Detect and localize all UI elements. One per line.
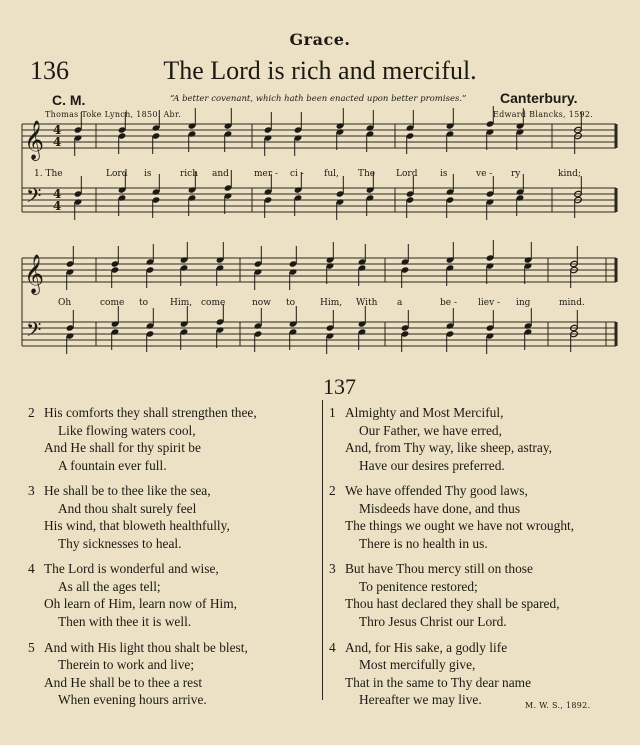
stanza-line — [329, 595, 574, 613]
stanza-text: To penitence restored; — [359, 578, 478, 594]
stanza-number: 4 — [329, 639, 336, 655]
stanza-text: His comforts they shall strengthen thee, — [44, 405, 257, 420]
lyric-syllable: ful, — [324, 169, 339, 179]
stanza-text: Then with thee it is well. — [58, 613, 192, 629]
stanza-text: A fountain ever full. — [58, 457, 167, 473]
lyric-syllable: liev - — [478, 298, 501, 308]
stanza-text: There is no health in us. — [359, 535, 488, 551]
lyric-syllable: 1. The — [34, 169, 63, 179]
stanza-line — [329, 404, 574, 422]
bass-clef-icon: 𝄢 — [26, 184, 42, 212]
stanza-text: But have Thou mercy still on those — [345, 561, 533, 577]
stanza-line — [28, 535, 257, 553]
composer-credit: Edward Blancks, 1592. — [493, 110, 594, 119]
stanza — [329, 639, 574, 709]
stanza-text: And He shall for thy spirit be — [44, 440, 201, 455]
stanza — [28, 560, 257, 630]
notes — [66, 106, 583, 354]
stanza-line — [329, 535, 574, 553]
lyric-syllable: Him, — [170, 298, 193, 308]
lyric-syllable: is — [440, 169, 448, 179]
lyric-syllable: to — [139, 298, 149, 308]
stanza-text: Thro Jesus Christ our Lord. — [359, 613, 507, 629]
stanza-line — [28, 691, 257, 709]
lyric-syllable: come — [100, 298, 125, 308]
staff-lines — [22, 124, 616, 346]
stanza-line — [329, 560, 574, 578]
stanza — [329, 404, 574, 474]
stanza-line — [329, 517, 574, 535]
lyric-syllable: ry — [511, 169, 521, 179]
stanza-text: The things we ought we have not wrought, — [345, 518, 575, 534]
lyric-syllable: ci - — [290, 169, 304, 179]
lyric-syllable: and — [212, 169, 229, 179]
stanza-number: 1 — [329, 405, 336, 420]
meter-label: C. M. — [52, 92, 86, 108]
stanza-line — [329, 422, 574, 440]
stanza-line — [28, 595, 257, 613]
lyric-syllable: kind; — [558, 169, 581, 179]
stanza-line — [28, 639, 257, 657]
stanza-line — [28, 457, 257, 475]
stanza-line — [28, 674, 257, 692]
lyric-syllable: Him, — [320, 298, 343, 308]
stanza-line — [28, 517, 257, 535]
stanza-text: And He shall be to thee a rest — [44, 674, 203, 690]
stanza — [28, 404, 257, 474]
stanza-number: 2 — [28, 405, 35, 420]
stanza-text: And, from Thy way, like sheep, astray, — [345, 440, 553, 455]
stanza-number: 2 — [329, 483, 336, 499]
time-signature: 4 — [53, 187, 62, 201]
lyric-syllable: be - — [440, 298, 457, 308]
signature: M. W. S., 1892. — [525, 701, 591, 710]
stanza — [329, 560, 574, 630]
time-signature: 4 — [53, 199, 62, 213]
stanza-text: As all the ages tell; — [58, 578, 161, 594]
stanza-line — [28, 482, 257, 500]
hymn-title: The Lord is rich and merciful. — [163, 56, 477, 85]
stanza-line — [329, 482, 574, 500]
stanza-text: Most mercifully give, — [359, 657, 476, 673]
stanza-line — [329, 578, 574, 596]
stanza-number: 4 — [28, 561, 35, 577]
stanza-text: And thou shalt surely feel — [58, 500, 197, 516]
lyric-syllable: Lord — [396, 169, 418, 179]
lyric-syllable: come — [201, 298, 226, 308]
stanza-line — [28, 422, 257, 440]
stanza-line — [28, 500, 257, 518]
author-credit: Thomas Toke Lynch, 1850. Abr. — [45, 110, 182, 119]
stanza-text: And, for His sake, a godly life — [345, 639, 508, 655]
stanza-line — [329, 639, 574, 657]
stanza-text: Oh learn of Him, learn now of Him, — [44, 596, 238, 612]
lyric-syllable: mer - — [254, 169, 279, 179]
stanza-line — [329, 613, 574, 631]
stanza-text: Our Father, we have erred, — [359, 422, 502, 438]
lyric-syllable: a — [397, 298, 403, 308]
lyric-syllable: to — [286, 298, 296, 308]
time-signature: 4 — [53, 135, 62, 149]
stanza-line — [329, 439, 574, 457]
stanza-text: Almighty and Most Merciful, — [345, 405, 504, 420]
stanza-line — [28, 578, 257, 596]
lyric-syllable: With — [356, 298, 378, 308]
stanza-line — [329, 674, 574, 692]
stanza — [28, 482, 257, 552]
stanza-text: That in the same to Thy dear name — [345, 674, 532, 690]
stanza-text: Thy sicknesses to heal. — [58, 535, 182, 551]
stanza-line — [28, 656, 257, 674]
stanza-text: Thou hast declared they shall be spared, — [345, 596, 560, 612]
hymn-number-136: 136 — [30, 56, 69, 85]
stanza-number: 5 — [28, 639, 35, 655]
stanza-line — [28, 404, 257, 422]
stanza-text: He shall be to thee like the sea, — [44, 483, 211, 499]
stanza-text: We have offended Thy good laws, — [345, 483, 528, 499]
lyric-syllable: ing — [516, 298, 531, 308]
hymn-number-137: 137 — [323, 374, 356, 399]
stanza-text: Have our desires preferred. — [359, 457, 505, 473]
treble-clef-icon: 𝄞 — [24, 120, 45, 160]
stanza — [28, 639, 257, 709]
bass-clef-icon: 𝄢 — [26, 318, 42, 346]
stanza-text: His wind, that bloweth healthfully, — [44, 518, 230, 534]
time-signature: 4 — [53, 123, 62, 137]
stanza — [329, 482, 574, 552]
music-score — [0, 0, 640, 370]
lyric-syllable: Lord — [106, 169, 128, 179]
stanza-line — [28, 613, 257, 631]
stanza-line — [28, 439, 257, 457]
lyric-syllable: Oh — [58, 298, 72, 308]
left-stanzas — [28, 404, 257, 717]
treble-clef-icon: 𝄞 — [24, 254, 45, 294]
stanza-number: 3 — [28, 483, 35, 499]
stanza-line — [329, 500, 574, 518]
section-heading: Grace. — [289, 30, 351, 49]
stanza-text: The Lord is wonderful and wise, — [44, 561, 219, 577]
stanza-text: Hereafter we may live. — [359, 692, 482, 708]
stanza-number: 3 — [329, 561, 336, 577]
stanza-text: Like flowing waters cool, — [58, 422, 196, 438]
right-stanzas — [329, 404, 574, 717]
column-divider — [322, 400, 323, 700]
lyric-syllable: mind. — [559, 298, 585, 308]
lyric-syllable: is — [144, 169, 152, 179]
scripture-quote: “A better covenant, which hath been enacted upon better promises.” — [170, 94, 467, 104]
stanza-text: Misdeeds have done, and thus — [359, 500, 521, 516]
stanza-text: Therein to work and live; — [58, 657, 195, 673]
stanza-line — [329, 457, 574, 475]
lyric-syllable: The — [358, 169, 376, 179]
lyric-syllable: now — [252, 298, 271, 308]
clefs — [24, 120, 61, 346]
stanza-text: And with His light thou shalt be blest, — [44, 639, 248, 655]
stanza-text: When evening hours arrive. — [58, 692, 207, 708]
stanza-line — [329, 656, 574, 674]
stanza-line — [28, 560, 257, 578]
lyric-syllable: ve - — [476, 169, 493, 179]
tune-name: Canterbury. — [500, 90, 578, 106]
lyric-syllable: rich — [180, 169, 199, 179]
